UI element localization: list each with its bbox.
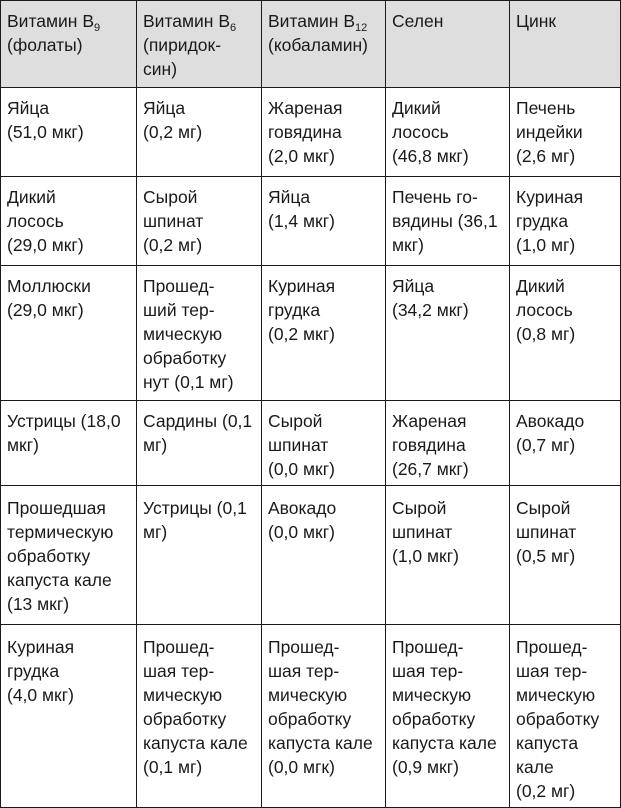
header-selen-title: Селен	[392, 11, 444, 31]
header-b9-rest: (фолаты)	[7, 35, 83, 55]
cell-selen: Дикий лосось (46,8 мкг)	[386, 88, 510, 177]
table-row	[1, 401, 621, 486]
table-row	[1, 486, 621, 625]
cell-zinc: Прошед- шая тер- мическую обработку капуста кале (0,2 мг)	[510, 625, 621, 808]
cell-b12: Куриная грудка (0,2 мкг)	[262, 266, 386, 401]
cell-selen: Печень го- вядины (36,1 мкг)	[386, 177, 510, 266]
cell-b9: Яйца (51,0 мкг)	[1, 88, 137, 177]
header-b12-rest: (кобаламин)	[268, 35, 369, 55]
cell-b12: Яйца (1,4 мкг)	[262, 177, 386, 266]
cell-selen: Прошед- шая тер- мическую обработку капуста кале (0,9 мкг)	[386, 625, 510, 808]
table-row	[1, 266, 621, 401]
cell-selen: Сырой шпинат (1,0 мкг)	[386, 486, 510, 625]
cell-b12: Сырой шпинат (0,0 мкг)	[262, 401, 386, 486]
cell-selen: Яйца (34,2 мкг)	[386, 266, 510, 401]
table-row	[1, 88, 621, 177]
header-b6-title: Витамин B	[143, 11, 231, 31]
table-row	[1, 177, 621, 266]
header-b6-rest: (пиридок- син)	[143, 35, 222, 79]
cell-b6: Сырой шпинат (0,2 мг)	[137, 177, 262, 266]
cell-b12: Авокадо (0,0 мкг)	[262, 486, 386, 625]
header-b12-sub: 12	[355, 22, 368, 34]
header-b9-sub: 9	[94, 22, 101, 34]
header-b9-title: Витамин B	[7, 11, 95, 31]
cell-zinc: Авокадо (0,7 мг)	[510, 401, 621, 486]
cell-selen: Жареная говядина (26,7 мкг)	[386, 401, 510, 486]
cell-b6: Сардины (0,1 мг)	[137, 401, 262, 486]
cell-b9: Устрицы (18,0 мкг)	[1, 401, 137, 486]
cell-b6: Устрицы (0,1 мг)	[137, 486, 262, 625]
cell-b12: Жареная говядина (2,0 мкг)	[262, 88, 386, 177]
table-body	[1, 88, 621, 808]
cell-b6: Яйца (0,2 мг)	[137, 88, 262, 177]
cell-b9: Куриная грудка (4,0 мкг)	[1, 625, 137, 808]
cell-b9: Моллюски (29,0 мкг)	[1, 266, 137, 401]
cell-b9: Дикий лосось (29,0 мкг)	[1, 177, 137, 266]
cell-b6: Прошед- шая тер- мическую обработку капуста кале (0,1 мг)	[137, 625, 262, 808]
header-row	[1, 1, 621, 88]
cell-b12: Прошед- шая тер- мическую обработку капуста кале (0,0 мгк)	[262, 625, 386, 808]
cell-b9: Прошедшая термическую обработку капуста кале (13 мкг)	[1, 486, 137, 625]
header-selen	[386, 1, 510, 88]
header-vitamin-b9	[1, 1, 137, 88]
header-vitamin-b6	[137, 1, 262, 88]
cell-zinc: Печень индейки (2,6 мг)	[510, 88, 621, 177]
cell-b6: Прошед- ший тер- мическую обработку нут (0,1 мг)	[137, 266, 262, 401]
header-zinc	[510, 1, 621, 88]
header-zinc-title: Цинк	[516, 11, 557, 31]
cell-zinc: Дикий лосось (0,8 мг)	[510, 266, 621, 401]
cell-zinc: Сырой шпинат (0,5 мг)	[510, 486, 621, 625]
table-row	[1, 625, 621, 808]
table-header	[1, 1, 621, 88]
header-b12-title: Витамин B	[268, 11, 356, 31]
header-vitamin-b12	[262, 1, 386, 88]
header-b6-sub: 6	[230, 22, 237, 34]
cell-zinc: Куриная грудка (1,0 мг)	[510, 177, 621, 266]
